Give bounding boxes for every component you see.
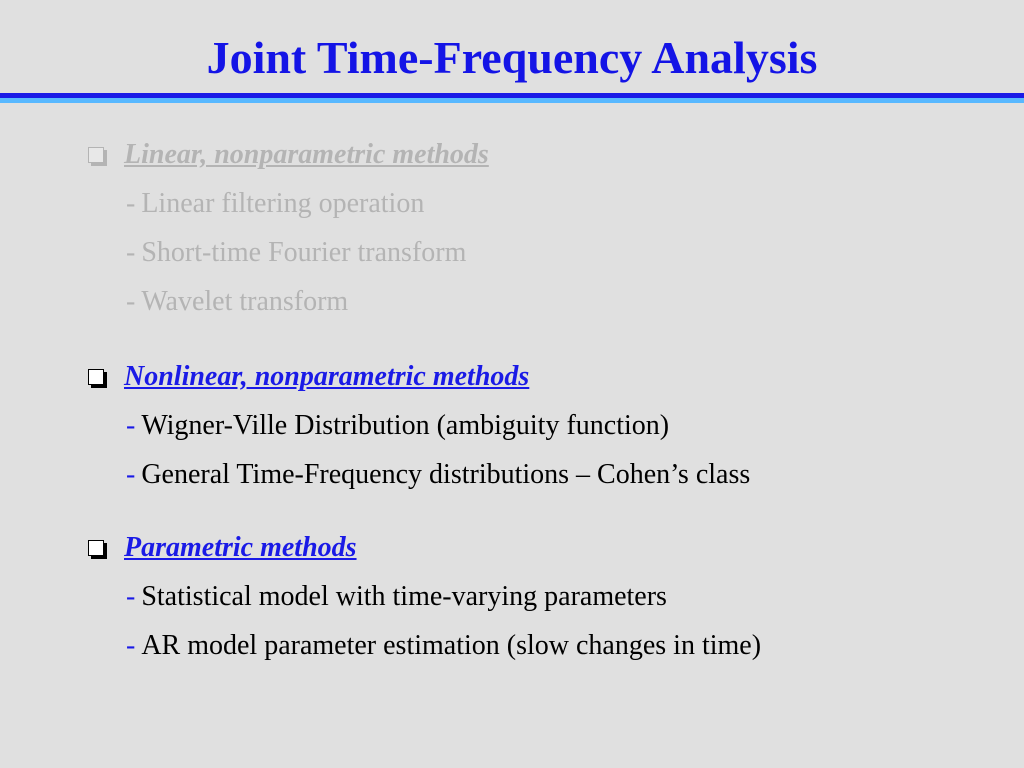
list-item-text: Linear filtering operation — [141, 188, 425, 219]
list-item — [126, 458, 750, 492]
list-item-text: General Time-Frequency distributions – Cohen’s class — [141, 459, 751, 490]
list-item-text: Wavelet transform — [141, 286, 349, 317]
checkbox-bullet-icon — [88, 540, 104, 556]
dash-marker: - — [126, 581, 136, 612]
list-item-text: AR model parameter estimation (slow changes in time) — [141, 630, 762, 661]
dash-marker: - — [126, 237, 136, 268]
section-heading — [88, 138, 489, 172]
list-item — [126, 285, 348, 319]
section-heading-text: Parametric methods — [124, 532, 357, 563]
dash-marker: - — [126, 630, 136, 661]
slide-title: Joint Time-Frequency Analysis — [206, 32, 818, 83]
dash-marker: - — [126, 410, 136, 441]
list-item — [126, 236, 466, 270]
section-heading — [88, 531, 357, 565]
title-rule-light — [0, 98, 1024, 103]
checkbox-bullet-icon — [88, 369, 104, 385]
section-heading-text: Nonlinear, nonparametric methods — [124, 361, 530, 392]
section-heading — [88, 360, 529, 394]
dash-marker: - — [126, 286, 136, 317]
list-item-text: Short-time Fourier transform — [141, 237, 467, 268]
list-item — [126, 409, 669, 443]
section-heading-text: Linear, nonparametric methods — [124, 139, 489, 170]
list-item — [126, 629, 761, 663]
list-item-text: Wigner-Ville Distribution (ambiguity function) — [141, 410, 670, 441]
list-item — [126, 580, 667, 614]
list-item-text: Statistical model with time-varying parameters — [141, 581, 667, 612]
checkbox-bullet-icon — [88, 147, 104, 163]
dash-marker: - — [126, 188, 136, 219]
list-item — [126, 187, 424, 221]
dash-marker: - — [126, 459, 136, 490]
